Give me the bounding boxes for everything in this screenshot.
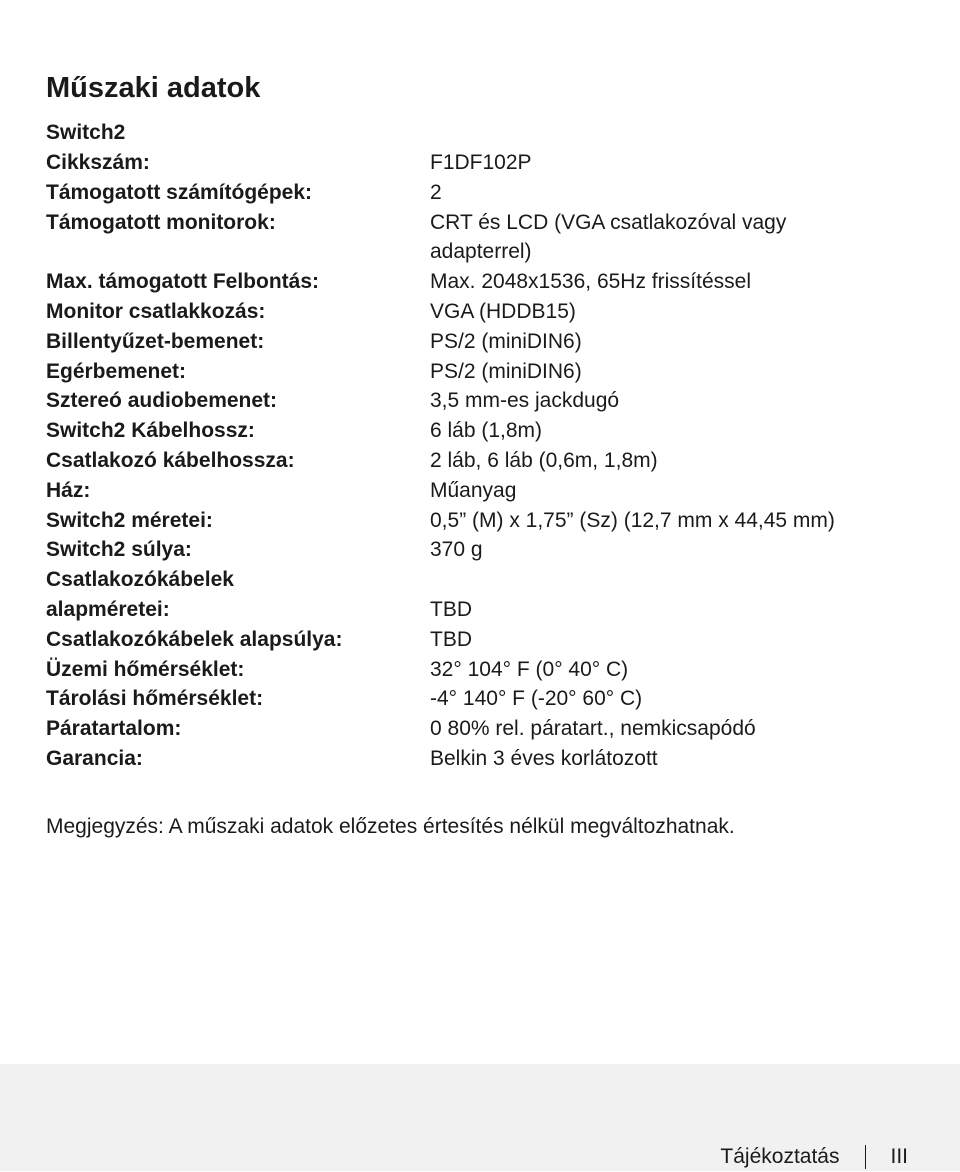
spec-row: [46, 506, 926, 536]
spec-value: PS/2 (miniDIN6): [430, 329, 582, 353]
spec-label: Támogatott számítógépek:: [46, 180, 313, 204]
spec-row: [46, 327, 926, 357]
spec-row: [46, 148, 926, 178]
spec-value: F1DF102P: [430, 151, 532, 174]
spec-value: -4° 140° F (-20° 60° C): [430, 687, 643, 711]
spec-row: [46, 208, 926, 268]
spec-row: [46, 655, 926, 685]
spec-row: [46, 446, 926, 476]
spec-value: [430, 565, 926, 595]
spec-label: Egérbemenet:: [46, 359, 187, 383]
spec-row: [46, 714, 926, 744]
spec-value: TBD: [430, 627, 472, 651]
spec-value: 2 láb, 6 láb (0,6m, 1,8m): [430, 448, 658, 472]
spec-value: 2: [430, 180, 442, 204]
spec-label: Csatlakozókábelek alapsúlya:: [46, 627, 343, 651]
product-name: Switch2: [46, 121, 126, 144]
spec-value: TBD: [430, 597, 472, 621]
page-footer: [720, 1142, 908, 1172]
spec-table: [46, 148, 926, 774]
spec-row: [46, 595, 926, 625]
spec-value: 6 láb (1,8m): [430, 419, 543, 443]
spec-value: 0 80% rel. páratart., nemkicsapódó: [430, 717, 756, 741]
footer-divider: [865, 1145, 866, 1169]
spec-label: Sztereó audiobemenet:: [46, 389, 278, 413]
spec-label: Támogatott monitorok:: [46, 210, 276, 234]
spec-value: 32° 104° F (0° 40° C): [430, 657, 629, 681]
footer-section-label: Tájékoztatás: [720, 1145, 840, 1168]
spec-row: [46, 535, 926, 565]
spec-row: [46, 178, 926, 208]
spec-value: CRT és LCD (VGA csatlakozóval vagy adapterrel): [430, 210, 787, 264]
page-title: Műszaki adatok: [46, 72, 261, 104]
spec-label: alapméretei:: [46, 597, 170, 621]
spec-label: Ház:: [46, 478, 91, 502]
page-number: III: [890, 1145, 908, 1168]
spec-row: [46, 416, 926, 446]
spec-value: Belkin 3 éves korlátozott: [430, 746, 658, 770]
spec-row: [46, 297, 926, 327]
spec-row: [46, 684, 926, 714]
disclaimer-note: Megjegyzés: A műszaki adatok előzetes értesítés nélkül megváltozhatnak.: [46, 815, 735, 838]
spec-label: Monitor csatlakkozás:: [46, 299, 266, 323]
spec-label: Cikkszám:: [46, 151, 150, 174]
spec-value: 3,5 mm-es jackdugó: [430, 389, 620, 413]
spec-label: Csatlakozókábelek: [46, 568, 234, 592]
spec-row: [46, 744, 926, 774]
spec-row: [46, 267, 926, 297]
spec-value: VGA (HDDB15): [430, 299, 576, 323]
spec-row: [46, 625, 926, 655]
spec-row: [46, 565, 926, 595]
spec-label: Billentyűzet-bemenet:: [46, 329, 265, 353]
spec-value: 370 g: [430, 538, 483, 562]
spec-label: Üzemi hőmérséklet:: [46, 657, 245, 681]
spec-value: PS/2 (miniDIN6): [430, 359, 582, 383]
spec-value: Max. 2048x1536, 65Hz frissítéssel: [430, 270, 751, 294]
spec-label: Tárolási hőmérséklet:: [46, 687, 264, 711]
spec-value: 0,5” (M) x 1,75” (Sz) (12,7 mm x 44,45 mm): [430, 508, 835, 532]
spec-label: Garancia:: [46, 746, 143, 770]
spec-row: [46, 476, 926, 506]
spec-label: Páratartalom:: [46, 717, 182, 741]
spec-label: Max. támogatott Felbontás:: [46, 270, 320, 294]
spec-value: Műanyag: [430, 478, 517, 502]
spec-row: [46, 357, 926, 387]
spec-label: Csatlakozó kábelhossza:: [46, 448, 295, 472]
spec-label: Switch2 súlya:: [46, 538, 192, 562]
spec-row: [46, 386, 926, 416]
spec-label: Switch2 méretei:: [46, 508, 213, 532]
spec-label: Switch2 Kábelhossz:: [46, 419, 255, 443]
